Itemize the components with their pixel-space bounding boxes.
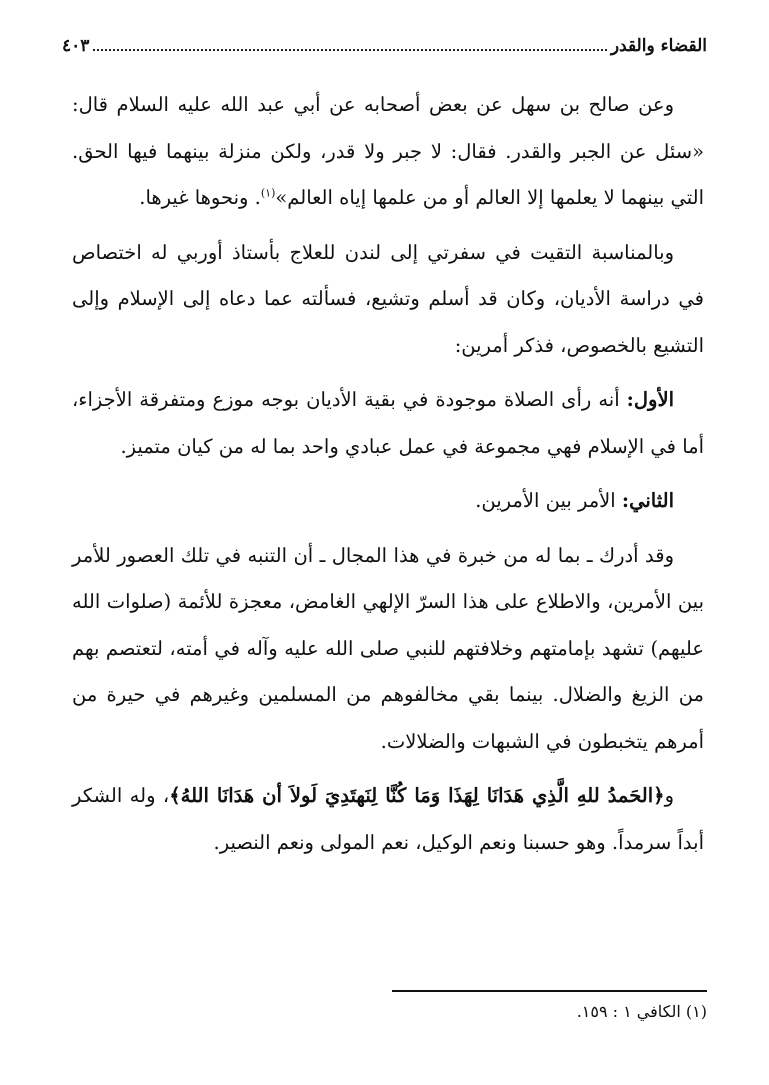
paragraph-3 xyxy=(72,377,704,470)
paragraph-1-tail: . ونحوها غيرها. xyxy=(139,186,261,209)
footnote-1: (١) الكافي ١ : ١٥٩. xyxy=(576,1002,707,1021)
quran-verse: ﴿الحَمدُ للهِ الَّذِي هَدَانَا لِهَذَا وَمَا كُنَّا لِنَهتَدِيَ لَولاَ أن هَدَانَا اللهُ﴾ xyxy=(169,784,665,807)
first-point-label: الأول: xyxy=(626,388,674,411)
second-point-label: الثاني: xyxy=(621,489,674,512)
footnote-ref-1: (١) xyxy=(260,186,276,200)
page-body xyxy=(72,82,704,874)
page-number: ٤٠٣ xyxy=(62,36,90,56)
paragraph-6 xyxy=(72,773,704,866)
footnote-divider xyxy=(392,990,707,992)
paragraph-5-text: وقد أدرك ـ بما له من خبرة في هذا المجال ـ أن التنبه في تلك العصور للأمر بين الأمرين، والاطلاع على هذا السرّ الإلهي الغامض، معجزة للأئمة (صلوات الله عليهم) تشهد بإمامتهم وخلافتهم للنبي صلى الله عليه وآله في أمته، لتعتصم بهم من الزيغ والضلال. بينما بقي مخالفوهم من المسلمين وغيرهم في حيرة من أمرهم يتخبطون في الشبهات والضلالات. xyxy=(72,543,704,753)
paragraph-3-text: أنه رأى الصلاة موجودة في بقية الأديان بوجه موزع ومتفرقة الأجزاء، أما في الإسلام فهي مجموعة في عمل عبادي واحد بما له من كيان متميز. xyxy=(72,388,704,458)
page-header xyxy=(62,30,707,56)
paragraph-1 xyxy=(72,82,704,222)
paragraph-2-text: وبالمناسبة التقيت في سفرتي إلى لندن للعلاج بأستاذ أوربي له اختصاص في دراسة الأديان، وكان قد أسلم وتشيع، فسألته عما دعاه إلى الإسلام وإلى التشيع بالخصوص، فذكر أمرين: xyxy=(72,240,704,357)
running-title: القضاء والقدر xyxy=(610,36,707,56)
header-dotted-leader xyxy=(93,49,606,51)
paragraph-4 xyxy=(72,478,704,525)
paragraph-6-text: ، وله الشكر أبداً سرمداً. وهو حسبنا ونعم الوكيل، نعم المولى ونعم النصير. xyxy=(72,784,704,854)
paragraph-5 xyxy=(72,533,704,766)
paragraph-4-text: الأمر بين الأمرين. xyxy=(475,489,622,512)
paragraph-2 xyxy=(72,230,704,370)
paragraph-1-text: وعن صالح بن سهل عن بعض أصحابه عن أبي عبد الله عليه السلام قال: «سئل عن الجبر والقدر. فقال: لا جبر ولا قدر، ولكن منزلة بينهما فيها الحق. التي بينهما لا يعلمها إلا العالم أو من علمها إياه العالم» xyxy=(72,93,704,209)
paragraph-6-lead: و xyxy=(664,784,674,807)
